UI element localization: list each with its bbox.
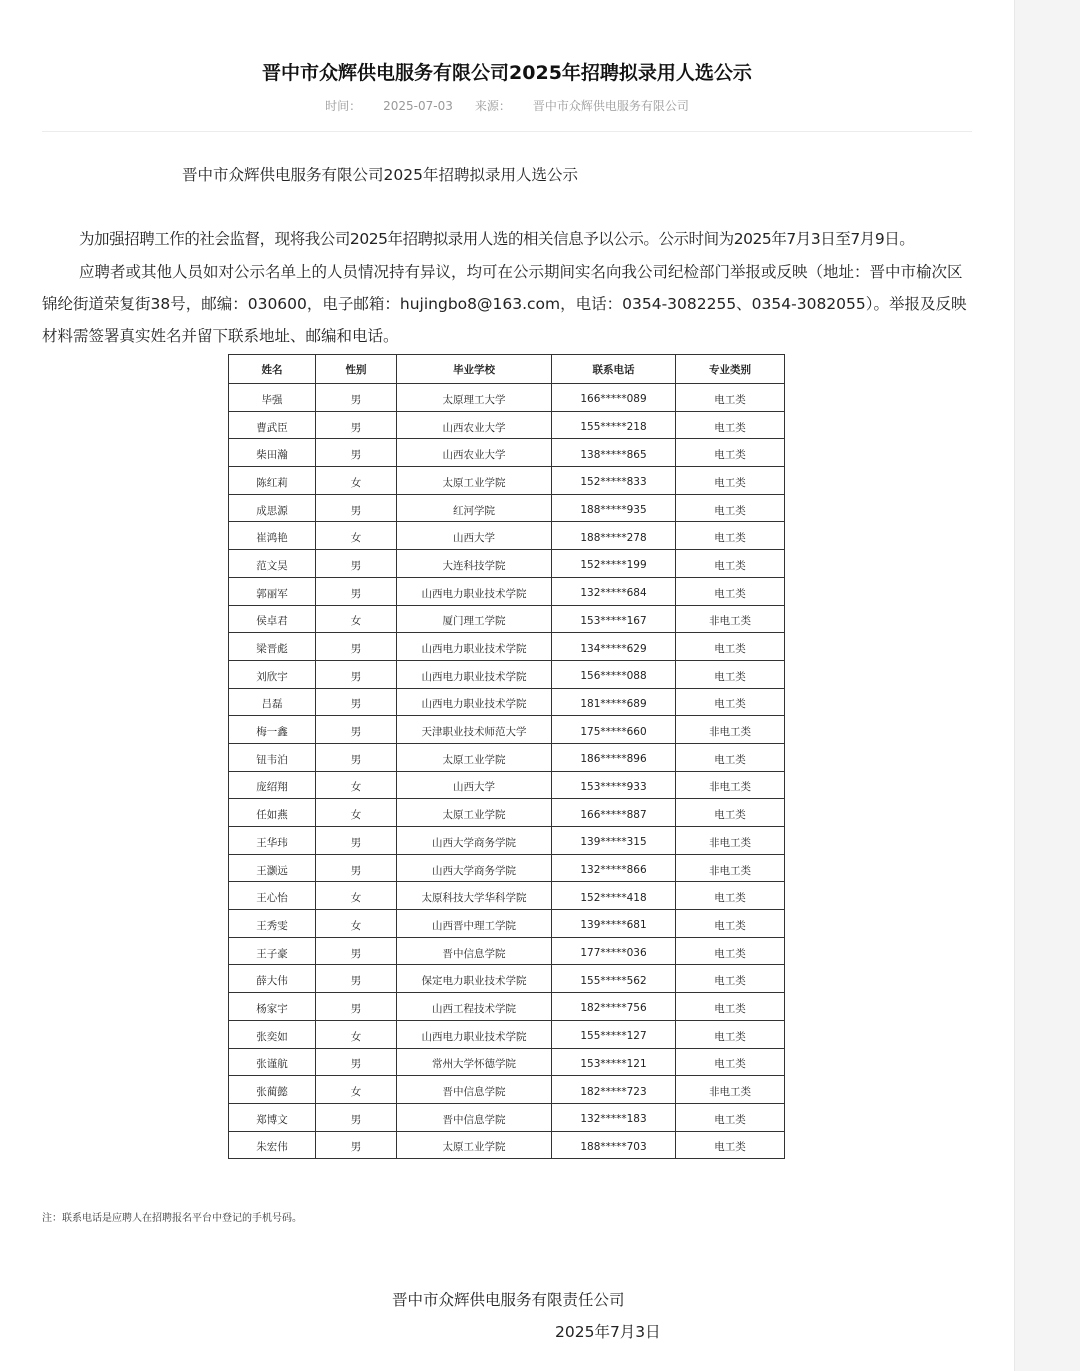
article-source xyxy=(475,99,689,113)
cell-gender: 女 xyxy=(316,1076,397,1104)
cell-gender: 男 xyxy=(316,937,397,965)
cell-phone: 182*****723 xyxy=(552,1076,676,1104)
cell-phone: 139*****315 xyxy=(552,827,676,855)
cell-category: 电工类 xyxy=(676,550,785,578)
cell-phone: 166*****887 xyxy=(552,799,676,827)
signature-company: 晋中市众辉供电服务有限责任公司 xyxy=(392,1291,625,1309)
cell-name: 崔鸿艳 xyxy=(229,522,316,550)
table-row xyxy=(229,522,785,550)
cell-school: 太原工业学院 xyxy=(397,743,552,771)
cell-gender: 女 xyxy=(316,1020,397,1048)
cell-school: 山西电力职业技术学院 xyxy=(397,1020,552,1048)
cell-phone: 138*****865 xyxy=(552,439,676,467)
cell-school: 山西电力职业技术学院 xyxy=(397,577,552,605)
cell-name: 朱宏伟 xyxy=(229,1131,316,1159)
cell-school: 山西电力职业技术学院 xyxy=(397,633,552,661)
cell-name: 柴田瀚 xyxy=(229,439,316,467)
table-row xyxy=(229,743,785,771)
cell-name: 王心怡 xyxy=(229,882,316,910)
cell-gender: 女 xyxy=(316,771,397,799)
cell-gender: 男 xyxy=(316,439,397,467)
column-header: 毕业学校 xyxy=(397,355,552,384)
cell-category: 电工类 xyxy=(676,882,785,910)
column-header: 专业类别 xyxy=(676,355,785,384)
cell-school: 大连科技学院 xyxy=(397,550,552,578)
table-body xyxy=(229,384,785,1159)
cell-school: 太原工业学院 xyxy=(397,467,552,495)
table-row xyxy=(229,854,785,882)
cell-school: 晋中信息学院 xyxy=(397,1103,552,1131)
cell-category: 电工类 xyxy=(676,439,785,467)
publish-time-value: 2025-07-03 xyxy=(383,99,453,113)
cell-category: 电工类 xyxy=(676,937,785,965)
table-row xyxy=(229,910,785,938)
cell-phone: 152*****833 xyxy=(552,467,676,495)
table-row xyxy=(229,882,785,910)
cell-phone: 155*****127 xyxy=(552,1020,676,1048)
cell-category: 电工类 xyxy=(676,660,785,688)
cell-category: 非电工类 xyxy=(676,716,785,744)
table-row xyxy=(229,799,785,827)
cell-school: 山西大学 xyxy=(397,522,552,550)
cell-name: 刘欣宇 xyxy=(229,660,316,688)
cell-school: 山西农业大学 xyxy=(397,439,552,467)
cell-gender: 男 xyxy=(316,1103,397,1131)
cell-name: 薛大伟 xyxy=(229,965,316,993)
cell-gender: 男 xyxy=(316,1048,397,1076)
cell-name: 张蔺懿 xyxy=(229,1076,316,1104)
cell-phone: 156*****088 xyxy=(552,660,676,688)
page-right-gutter xyxy=(1014,0,1080,1371)
table-row xyxy=(229,384,785,412)
publish-time xyxy=(325,99,453,113)
cell-gender: 男 xyxy=(316,993,397,1021)
table-row xyxy=(229,771,785,799)
table-row xyxy=(229,439,785,467)
table-row xyxy=(229,1048,785,1076)
cell-school: 太原工业学院 xyxy=(397,1131,552,1159)
table-row xyxy=(229,1020,785,1048)
cell-name: 陈红莉 xyxy=(229,467,316,495)
cell-name: 任如燕 xyxy=(229,799,316,827)
cell-gender: 男 xyxy=(316,743,397,771)
cell-school: 山西大学商务学院 xyxy=(397,854,552,882)
cell-phone: 186*****896 xyxy=(552,743,676,771)
cell-gender: 男 xyxy=(316,716,397,744)
cell-name: 郑博文 xyxy=(229,1103,316,1131)
table-header-row xyxy=(229,355,785,384)
cell-category: 电工类 xyxy=(676,467,785,495)
table-row xyxy=(229,716,785,744)
cell-phone: 153*****167 xyxy=(552,605,676,633)
cell-phone: 177*****036 xyxy=(552,937,676,965)
cell-name: 梁晋彪 xyxy=(229,633,316,661)
cell-gender: 男 xyxy=(316,827,397,855)
cell-school: 红河学院 xyxy=(397,494,552,522)
cell-phone: 152*****199 xyxy=(552,550,676,578)
cell-name: 王灏远 xyxy=(229,854,316,882)
cell-category: 非电工类 xyxy=(676,827,785,855)
cell-gender: 女 xyxy=(316,605,397,633)
cell-phone: 155*****562 xyxy=(552,965,676,993)
cell-gender: 男 xyxy=(316,411,397,439)
table-row xyxy=(229,937,785,965)
cell-phone: 181*****689 xyxy=(552,688,676,716)
column-header: 姓名 xyxy=(229,355,316,384)
table-row xyxy=(229,660,785,688)
notice-paragraph-2: 应聘者或其他人员如对公示名单上的人员情况持有异议，均可在公示期间实名向我公司纪检部门举报或反映（地址：晋中市榆次区锦纶街道荣复街38号，邮编：030600，电子邮箱：hujingbo8@163.com，电话：0354-3082255、0354-3082055）。举报及反映材料需签署真实姓名并留下联系地址、邮编和电话。 xyxy=(42,263,967,345)
cell-category: 电工类 xyxy=(676,1103,785,1131)
cell-phone: 175*****660 xyxy=(552,716,676,744)
cell-school: 山西电力职业技术学院 xyxy=(397,660,552,688)
cell-gender: 男 xyxy=(316,633,397,661)
cell-category: 电工类 xyxy=(676,577,785,605)
table-row xyxy=(229,993,785,1021)
cell-category: 电工类 xyxy=(676,633,785,661)
cell-category: 电工类 xyxy=(676,384,785,412)
cell-name: 张奕如 xyxy=(229,1020,316,1048)
cell-gender: 女 xyxy=(316,799,397,827)
table-row xyxy=(229,1103,785,1131)
cell-gender: 男 xyxy=(316,688,397,716)
header-divider xyxy=(42,131,972,132)
cell-gender: 男 xyxy=(316,494,397,522)
cell-phone: 188*****703 xyxy=(552,1131,676,1159)
cell-name: 曹武臣 xyxy=(229,411,316,439)
cell-school: 山西大学商务学院 xyxy=(397,827,552,855)
cell-category: 非电工类 xyxy=(676,771,785,799)
cell-school: 厦门理工学院 xyxy=(397,605,552,633)
cell-category: 非电工类 xyxy=(676,1076,785,1104)
table-row xyxy=(229,494,785,522)
cell-school: 太原工业学院 xyxy=(397,799,552,827)
cell-name: 钮韦泊 xyxy=(229,743,316,771)
cell-gender: 女 xyxy=(316,910,397,938)
cell-gender: 男 xyxy=(316,854,397,882)
table-row xyxy=(229,577,785,605)
cell-category: 电工类 xyxy=(676,1131,785,1159)
cell-phone: 153*****933 xyxy=(552,771,676,799)
cell-name: 梅一鑫 xyxy=(229,716,316,744)
cell-gender: 女 xyxy=(316,882,397,910)
cell-phone: 188*****935 xyxy=(552,494,676,522)
signature-date: 2025年7月3日 xyxy=(555,1323,661,1341)
cell-phone: 166*****089 xyxy=(552,384,676,412)
table-row xyxy=(229,411,785,439)
cell-school: 晋中信息学院 xyxy=(397,937,552,965)
cell-category: 电工类 xyxy=(676,965,785,993)
cell-school: 山西农业大学 xyxy=(397,411,552,439)
cell-name: 王秀雯 xyxy=(229,910,316,938)
cell-school: 山西电力职业技术学院 xyxy=(397,688,552,716)
cell-category: 电工类 xyxy=(676,743,785,771)
cell-name: 庞绍翔 xyxy=(229,771,316,799)
cell-category: 电工类 xyxy=(676,1048,785,1076)
cell-name: 张谨航 xyxy=(229,1048,316,1076)
column-header: 联系电话 xyxy=(552,355,676,384)
cell-phone: 182*****756 xyxy=(552,993,676,1021)
article-meta xyxy=(42,97,972,114)
cell-name: 侯卓君 xyxy=(229,605,316,633)
cell-phone: 152*****418 xyxy=(552,882,676,910)
cell-category: 电工类 xyxy=(676,411,785,439)
cell-category: 电工类 xyxy=(676,522,785,550)
cell-phone: 188*****278 xyxy=(552,522,676,550)
cell-category: 电工类 xyxy=(676,993,785,1021)
cell-gender: 男 xyxy=(316,577,397,605)
cell-name: 杨家宇 xyxy=(229,993,316,1021)
article-source-label: 来源： xyxy=(474,99,511,113)
cell-gender: 男 xyxy=(316,660,397,688)
cell-gender: 女 xyxy=(316,522,397,550)
cell-name: 范文昊 xyxy=(229,550,316,578)
cell-name: 成思源 xyxy=(229,494,316,522)
cell-gender: 女 xyxy=(316,467,397,495)
table-row xyxy=(229,1131,785,1159)
cell-category: 电工类 xyxy=(676,1020,785,1048)
table-row xyxy=(229,688,785,716)
cell-school: 山西工程技术学院 xyxy=(397,993,552,1021)
cell-name: 毕强 xyxy=(229,384,316,412)
table-row xyxy=(229,550,785,578)
cell-name: 王子豪 xyxy=(229,937,316,965)
table-row xyxy=(229,467,785,495)
cell-gender: 男 xyxy=(316,965,397,993)
cell-category: 非电工类 xyxy=(676,605,785,633)
cell-school: 天津职业技术师范大学 xyxy=(397,716,552,744)
candidate-table xyxy=(228,354,785,1159)
cell-school: 山西大学 xyxy=(397,771,552,799)
cell-category: 电工类 xyxy=(676,910,785,938)
article-source-value: 晋中市众辉供电服务有限公司 xyxy=(532,99,689,113)
cell-gender: 男 xyxy=(316,384,397,412)
cell-name: 吕磊 xyxy=(229,688,316,716)
cell-category: 电工类 xyxy=(676,494,785,522)
cell-phone: 132*****866 xyxy=(552,854,676,882)
cell-school: 常州大学怀德学院 xyxy=(397,1048,552,1076)
table-row xyxy=(229,1076,785,1104)
cell-name: 王华玮 xyxy=(229,827,316,855)
cell-school: 太原科技大学华科学院 xyxy=(397,882,552,910)
cell-school: 保定电力职业技术学院 xyxy=(397,965,552,993)
table-row xyxy=(229,965,785,993)
cell-name: 郭丽军 xyxy=(229,577,316,605)
cell-school: 太原理工大学 xyxy=(397,384,552,412)
cell-category: 电工类 xyxy=(676,799,785,827)
cell-phone: 132*****684 xyxy=(552,577,676,605)
page-title: 晋中市众辉供电服务有限公司2025年招聘拟录用人选公示 xyxy=(262,62,752,84)
column-header: 性别 xyxy=(316,355,397,384)
cell-category: 电工类 xyxy=(676,688,785,716)
table-row xyxy=(229,633,785,661)
table-row xyxy=(229,605,785,633)
cell-school: 晋中信息学院 xyxy=(397,1076,552,1104)
cell-phone: 139*****681 xyxy=(552,910,676,938)
publish-time-label: 时间： xyxy=(325,99,362,113)
cell-phone: 134*****629 xyxy=(552,633,676,661)
notice-subtitle: 晋中市众辉供电服务有限公司2025年招聘拟录用人选公示 xyxy=(182,166,578,184)
notice-paragraph-1: 为加强招聘工作的社会监督，现将我公司2025年招聘拟录用人选的相关信息予以公示。公示时间为2025年7月3日至7月9日。 xyxy=(79,230,915,248)
table-row xyxy=(229,827,785,855)
cell-phone: 132*****183 xyxy=(552,1103,676,1131)
cell-phone: 155*****218 xyxy=(552,411,676,439)
footnote: 注：联系电话是应聘人在招聘报名平台中登记的手机号码。 xyxy=(42,1213,302,1224)
cell-category: 非电工类 xyxy=(676,854,785,882)
cell-phone: 153*****121 xyxy=(552,1048,676,1076)
cell-gender: 男 xyxy=(316,1131,397,1159)
cell-school: 山西晋中理工学院 xyxy=(397,910,552,938)
cell-gender: 男 xyxy=(316,550,397,578)
